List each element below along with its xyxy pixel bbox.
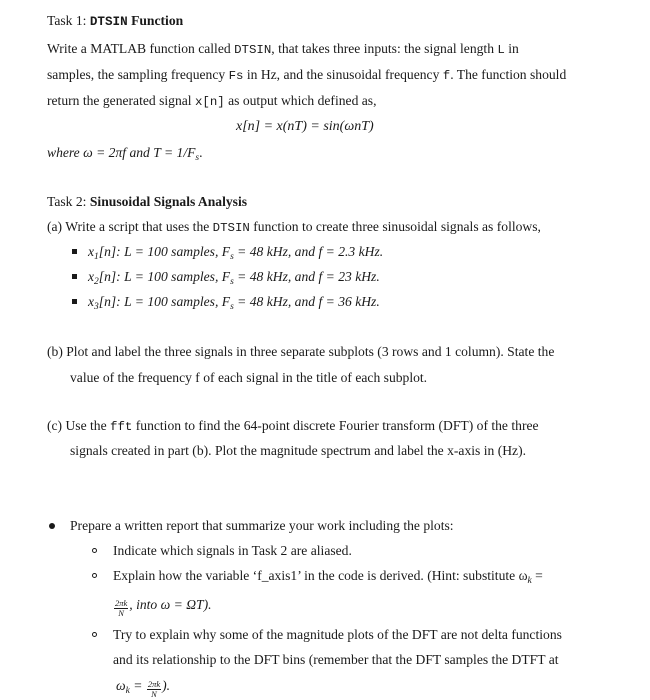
task2-title: Sinusoidal Signals Analysis (89, 194, 248, 209)
signal-params: [n]: L = 100 samples, F (98, 269, 231, 284)
signal-sub: 3 (94, 302, 99, 312)
report-bullet: Prepare a written report that summarize your work including the plots: (70, 518, 454, 533)
text: = (531, 568, 543, 583)
omega-sub: k (527, 576, 532, 586)
task2-part-b-line2: value of the frequency f of each signal in the title of each subplot. (70, 370, 428, 385)
fraction (147, 680, 161, 699)
task1-heading (47, 11, 183, 32)
task2-heading (47, 192, 247, 212)
signal-item (88, 267, 380, 287)
hollow-bullet-icon (92, 548, 97, 553)
task1-function-name: DTSIN (89, 15, 128, 29)
text: = (129, 678, 146, 693)
hollow-bullet-icon (92, 632, 97, 637)
task1-function-suffix: Function (131, 13, 184, 28)
text: . The function should (450, 67, 567, 82)
text: Write a MATLAB function called (47, 41, 235, 56)
text: function to find the 64-point discrete Fourier transform (DFT) of the three (132, 418, 539, 433)
task2-label: Task 2: (47, 194, 87, 209)
code-fft: fft (110, 420, 133, 434)
where-text: where ω = 2πf and T = 1/F (47, 145, 196, 160)
fraction (114, 599, 128, 618)
signal-name: x (88, 244, 95, 259)
fs-sub: s (230, 302, 234, 312)
text: (c) Use the (47, 418, 111, 433)
fs-sub: s (230, 252, 234, 262)
square-bullet-icon (72, 274, 77, 279)
signal-rest: = 48 kHz, and f = 36 kHz. (233, 294, 380, 309)
fs-sub: s (230, 277, 234, 287)
signal-item (88, 292, 380, 312)
signal-sub: 2 (94, 277, 99, 287)
where-end: . (199, 145, 203, 160)
code-dtsin: DTSIN (234, 43, 272, 57)
signal-rest: = 48 kHz, and f = 23 kHz. (233, 269, 380, 284)
fraction-denominator: N (151, 689, 157, 699)
task2-part-c-line2: signals created in part (b). Plot the magnitude spectrum and label the x-axis in (Hz). (70, 443, 527, 458)
text: in (504, 41, 519, 56)
report-item-1: Indicate which signals in Task 2 are aliased. (113, 543, 352, 558)
task1-line-3 (47, 91, 376, 112)
code-l: L (497, 43, 505, 57)
text: samples, the sampling frequency (47, 67, 229, 82)
text: function to create three sinusoidal signals as follows, (249, 219, 541, 234)
task1-where (47, 143, 203, 163)
task2-part-a (47, 217, 541, 238)
text: , that takes three inputs: the signal length (271, 41, 498, 56)
task2-part-c-line1 (47, 416, 539, 437)
task1-label: Task 1: (47, 13, 87, 28)
code-dtsin: DTSIN (212, 221, 250, 235)
task1-line-2 (47, 65, 566, 86)
fraction-denominator: N (118, 608, 124, 618)
text: ). (162, 678, 171, 693)
square-bullet-icon (72, 249, 77, 254)
fraction-numerator: 2πk (147, 679, 161, 689)
signal-params: [n]: L = 100 samples, F (98, 294, 231, 309)
text: Explain how the variable ‘f_axis1’ in the code is derived. (Hint: substitute ω (113, 568, 528, 583)
code-f: f (442, 69, 451, 83)
report-item-2-line1 (113, 566, 543, 586)
signal-params: [n]: L = 100 samples, F (98, 244, 231, 259)
task1-equation: x[n] = x(nT) = sin(ωnT) (236, 119, 374, 134)
code-xn: x[n] (194, 95, 225, 109)
code-fs: Fs (228, 69, 244, 83)
task1-line-1 (47, 39, 519, 60)
omega: ω (116, 678, 126, 693)
where-sub: s (195, 153, 200, 163)
text: , into ω = ΩT). (129, 597, 212, 612)
text: in Hz, and the sinusoidal frequency (243, 67, 443, 82)
omega-sub: k (125, 686, 130, 696)
text: as output which defined as, (224, 93, 377, 108)
round-bullet-icon (49, 523, 55, 529)
report-item-3-line1: Try to explain why some of the magnitude plots of the DFT are not delta functions (113, 627, 562, 642)
signal-name: x (88, 269, 95, 284)
text: (a) Write a script that uses the (47, 219, 213, 234)
signal-item (88, 242, 383, 262)
text: return the generated signal (47, 93, 195, 108)
report-item-3-line3 (116, 676, 170, 699)
fraction-numerator: 2πk (115, 598, 128, 608)
report-item-3-line2: and its relationship to the DFT bins (remember that the DFT samples the DTFT at (113, 652, 559, 667)
signal-rest: = 48 kHz, and f = 2.3 kHz. (233, 244, 384, 259)
signal-sub: 1 (94, 252, 99, 262)
task2-part-b-line1: (b) Plot and label the three signals in three separate subplots (3 rows and 1 column). State the (47, 344, 555, 359)
hollow-bullet-icon (92, 573, 97, 578)
square-bullet-icon (72, 299, 77, 304)
report-item-2-line2 (113, 595, 212, 618)
signal-name: x (88, 294, 95, 309)
